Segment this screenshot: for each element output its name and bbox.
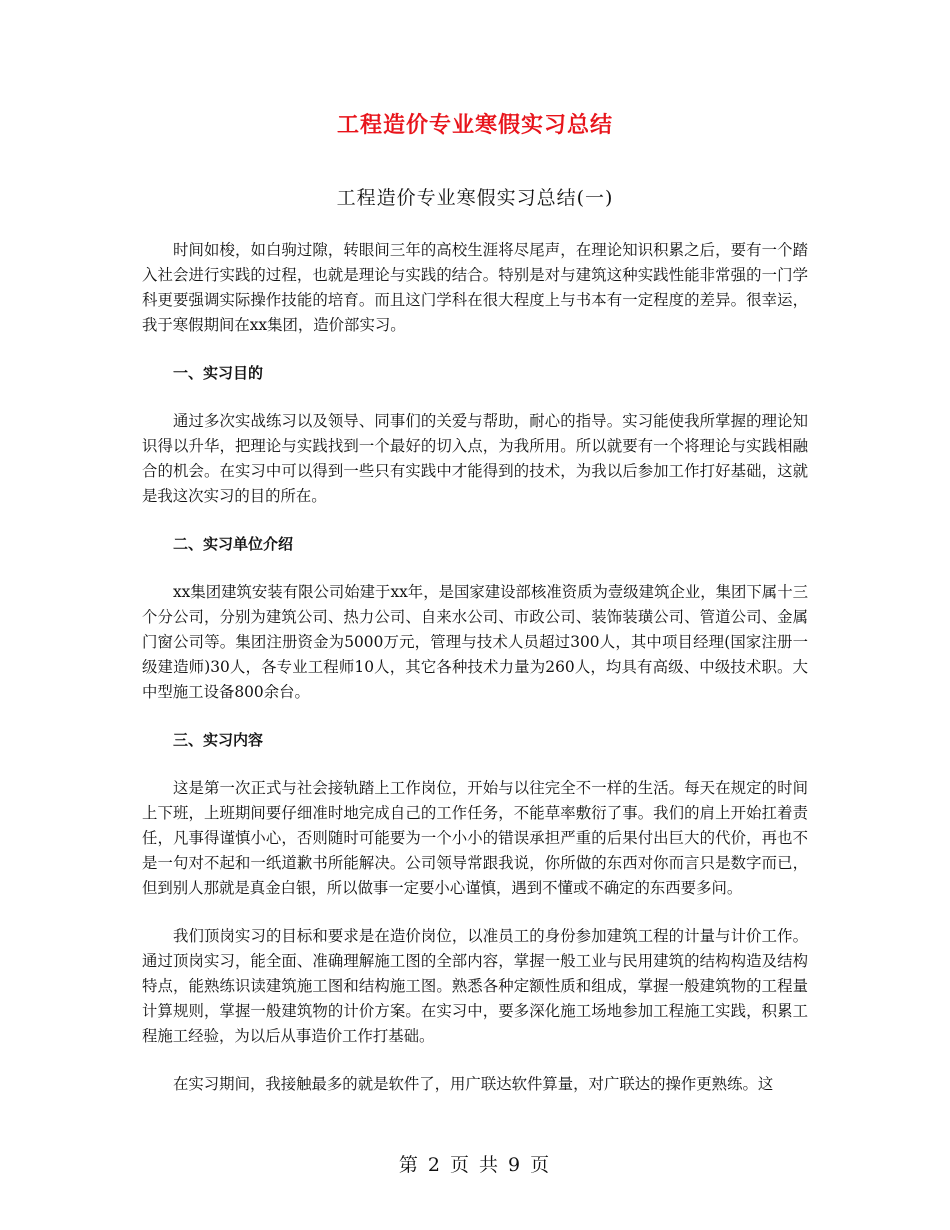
section-paragraph: xx集团建筑安装有限公司始建于xx年，是国家建设部核准资质为壹级建筑企业，集团下属十三个分公司，分别为建筑公司、热力公司、自来水公司、市政公司、装饰装璜公司、管道公司、金属门窗公司等。集团注册资金为5000万元，管理与技术人员超过300人，其中项目经理(国家注册一级建造师)30人，各专业工程师10人，其它各种技术力量为260人，均具有高级、中级技术职。大中型施工设备800余台。 (142, 583, 808, 701)
document-body (142, 238, 808, 1120)
section-paragraph: 通过多次实战练习以及领导、同事们的关爱与帮助，耐心的指导。实习能使我所掌握的理论知识得以升华，把理论与实践找到一个最好的切入点，为我所用。所以就要有一个将理论与实践相融合的机会。在实习中可以得到一些只有实践中才能得到的技术，为我以后参加工作打好基础，这就是我这次实习的目的所在。 (142, 412, 808, 505)
section-paragraph: 这是第一次正式与社会接轨踏上工作岗位，开始与以往完全不一样的生活。每天在规定的时间上下班，上班期间要仔细准时地完成自己的工作任务，不能草率敷衍了事。我们的肩上开始扛着责任，凡事得谨慎小心，否则随时可能要为一个小小的错误承担严重的后果付出巨大的代价，再也不是一句对不起和一纸道歉书所能解决。公司领导常跟我说，你所做的东西对你而言只是数字而已，但到别人那就是真金白银，所以做事一定要小心谨慎，遇到不懂或不确定的东西要多问。 (142, 779, 808, 897)
section-heading-content: 三、实习内容 (173, 731, 264, 749)
intro-paragraph: 时间如梭，如白驹过隙，转眼间三年的高校生涯将尽尾声，在理论知识积累之后，要有一个踏入社会进行实践的过程，也就是理论与实践的结合。特别是对与建筑这种实践性能非常强的一门学科更要强调实际操作技能的培育。而且这门学科在很大程度上与书本有一定程度的差异。很幸运，我于寒假期间在xx集团，造价部实习。 (142, 241, 808, 334)
section-heading-company: 二、实习单位介绍 (173, 535, 294, 553)
document-title: 工程造价专业寒假实习总结 (336, 112, 613, 138)
document-subtitle: 工程造价专业寒假实习总结(一) (336, 187, 614, 209)
section-heading-purpose: 一、实习目的 (173, 364, 264, 382)
section-paragraph: 在实习期间，我接触最多的就是软件了，用广联达软件算量，对广联达的操作更熟练。这 (173, 1075, 774, 1093)
page-indicator: 第 2 页 共 9 页 (398, 1154, 552, 1176)
section-paragraph: 我们顶岗实习的目标和要求是在造价岗位，以准员工的身份参加建筑工程的计量与计价工作。通过顶岗实习，能全面、准确理解施工图的全部内容，掌握一般工业与民用建筑的结构构造及结构特点，能熟练识读建筑施工图和结构施工图。熟悉各种定额性质和组成，掌握一般建筑物的工程量计算规则，掌握一般建筑物的计价方案。在实习中，要多深化施工场地参加工程施工实践，积累工程施工经验，为以后从事造价工作打基础。 (142, 927, 808, 1045)
